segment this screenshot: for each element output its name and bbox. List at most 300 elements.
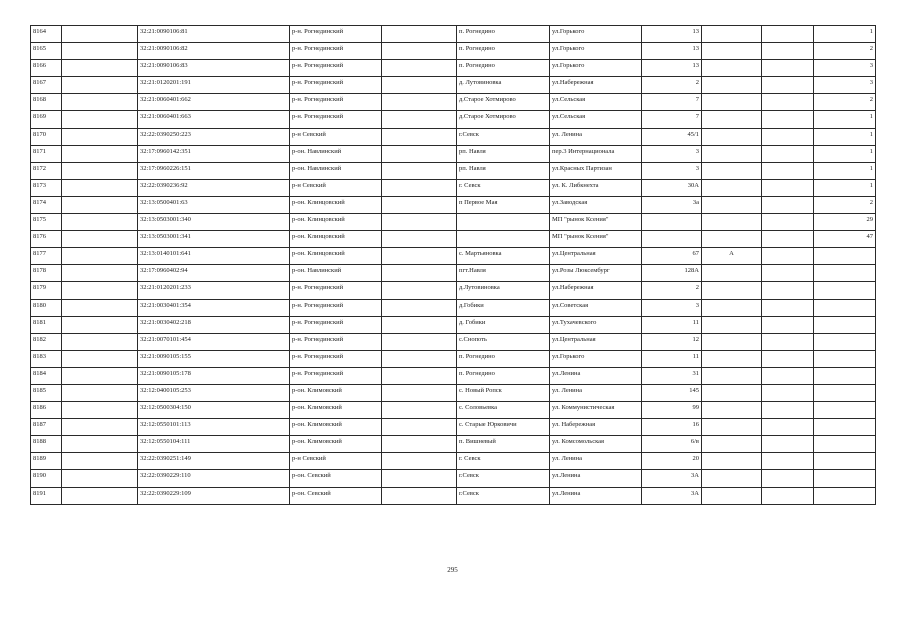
cadastral-number-cell: 32:17:0960226:151 xyxy=(138,162,290,179)
blank-cell-2 xyxy=(382,282,457,299)
street-cell: ул.Сельская xyxy=(550,94,642,111)
quantity-cell xyxy=(814,453,876,470)
district-cell: р-он. Клинцовский xyxy=(290,231,382,248)
quantity-cell: 1 xyxy=(814,111,876,128)
quantity-cell: 2 xyxy=(814,94,876,111)
letter-cell xyxy=(702,367,762,384)
row-number-cell: 8175 xyxy=(31,214,62,231)
table-row xyxy=(31,402,876,419)
house-number-cell: 13 xyxy=(642,43,702,60)
blank-cell-3 xyxy=(762,487,814,504)
row-number-cell: 8179 xyxy=(31,282,62,299)
quantity-cell xyxy=(814,299,876,316)
cadastral-number-cell: 32:17:0960402:94 xyxy=(138,265,290,282)
letter-cell xyxy=(702,350,762,367)
house-number-cell: 11 xyxy=(642,350,702,367)
blank-cell xyxy=(62,196,138,213)
blank-cell-3 xyxy=(762,470,814,487)
house-number-cell: 12 xyxy=(642,333,702,350)
blank-cell xyxy=(62,179,138,196)
letter-cell xyxy=(702,453,762,470)
letter-cell xyxy=(702,470,762,487)
street-cell: ул.Тухачевского xyxy=(550,316,642,333)
letter-cell xyxy=(702,384,762,401)
quantity-cell xyxy=(814,333,876,350)
table-row xyxy=(31,299,876,316)
settlement-cell: п. Рогнедино xyxy=(457,367,550,384)
table-row xyxy=(31,419,876,436)
cadastral-number-cell: 32:21:0120201:191 xyxy=(138,77,290,94)
street-cell: ул. К. Либкнехта xyxy=(550,179,642,196)
letter-cell xyxy=(702,77,762,94)
blank-cell xyxy=(62,111,138,128)
table-row xyxy=(31,453,876,470)
table-row xyxy=(31,77,876,94)
letter-cell: А xyxy=(702,248,762,265)
row-number-cell: 8165 xyxy=(31,43,62,60)
district-cell: р-он. Навлинский xyxy=(290,145,382,162)
settlement-cell: п. Рогнедино xyxy=(457,43,550,60)
row-number-cell: 8191 xyxy=(31,487,62,504)
blank-cell xyxy=(62,299,138,316)
settlement-cell: п. Вишневый xyxy=(457,436,550,453)
letter-cell xyxy=(702,231,762,248)
blank-cell-3 xyxy=(762,128,814,145)
street-cell: ул. Комсомольская xyxy=(550,436,642,453)
district-cell: р-он. Севский xyxy=(290,487,382,504)
table-row xyxy=(31,436,876,453)
cadastral-number-cell: 32:13:0503001:340 xyxy=(138,214,290,231)
quantity-cell xyxy=(814,282,876,299)
blank-cell-2 xyxy=(382,367,457,384)
table-row xyxy=(31,350,876,367)
table-row xyxy=(31,470,876,487)
blank-cell-3 xyxy=(762,26,814,43)
district-cell: р-н. Рогнединский xyxy=(290,77,382,94)
district-cell: р-н. Рогнединский xyxy=(290,350,382,367)
settlement-cell: с. Мартьяновка xyxy=(457,248,550,265)
house-number-cell: 30А xyxy=(642,179,702,196)
registry-table xyxy=(30,25,876,505)
district-cell: р-н. Рогнединский xyxy=(290,43,382,60)
letter-cell xyxy=(702,111,762,128)
district-cell: р-н. Рогнединский xyxy=(290,60,382,77)
blank-cell-2 xyxy=(382,487,457,504)
blank-cell-3 xyxy=(762,248,814,265)
registry-table-body xyxy=(31,26,876,505)
blank-cell-2 xyxy=(382,162,457,179)
row-number-cell: 8177 xyxy=(31,248,62,265)
blank-cell xyxy=(62,26,138,43)
house-number-cell: 128А xyxy=(642,265,702,282)
cadastral-number-cell: 32:21:0090106:83 xyxy=(138,60,290,77)
house-number-cell: 45/1 xyxy=(642,128,702,145)
street-cell: ул.Горького xyxy=(550,350,642,367)
house-number-cell: 7 xyxy=(642,94,702,111)
blank-cell xyxy=(62,384,138,401)
street-cell: МП "рынок Ксения" xyxy=(550,214,642,231)
house-number-cell: 3 xyxy=(642,162,702,179)
blank-cell xyxy=(62,367,138,384)
street-cell: ул.Набережная xyxy=(550,77,642,94)
settlement-cell: г.Севск xyxy=(457,487,550,504)
quantity-cell xyxy=(814,350,876,367)
letter-cell xyxy=(702,214,762,231)
street-cell: ул. Ленина xyxy=(550,453,642,470)
blank-cell xyxy=(62,487,138,504)
settlement-cell: п Первое Мая xyxy=(457,196,550,213)
street-cell: ул.Сельская xyxy=(550,111,642,128)
district-cell: р-он. Клинцовский xyxy=(290,214,382,231)
row-number-cell: 8166 xyxy=(31,60,62,77)
blank-cell-3 xyxy=(762,367,814,384)
street-cell: ул.Ленина xyxy=(550,487,642,504)
quantity-cell xyxy=(814,265,876,282)
street-cell: ул.Горького xyxy=(550,43,642,60)
table-row xyxy=(31,26,876,43)
quantity-cell xyxy=(814,384,876,401)
settlement-cell: г. Севск xyxy=(457,453,550,470)
cadastral-number-cell: 32:12:0400105:253 xyxy=(138,384,290,401)
blank-cell-3 xyxy=(762,77,814,94)
letter-cell xyxy=(702,316,762,333)
cadastral-number-cell: 32:21:0070101:454 xyxy=(138,333,290,350)
cadastral-number-cell: 32:22:0390250:223 xyxy=(138,128,290,145)
blank-cell-2 xyxy=(382,402,457,419)
row-number-cell: 8190 xyxy=(31,470,62,487)
row-number-cell: 8183 xyxy=(31,350,62,367)
row-number-cell: 8167 xyxy=(31,77,62,94)
letter-cell xyxy=(702,436,762,453)
settlement-cell: с. Соловьевка xyxy=(457,402,550,419)
letter-cell xyxy=(702,94,762,111)
blank-cell-3 xyxy=(762,282,814,299)
blank-cell-3 xyxy=(762,60,814,77)
street-cell: ул.Набережная xyxy=(550,282,642,299)
house-number-cell: 3А xyxy=(642,487,702,504)
blank-cell-3 xyxy=(762,145,814,162)
row-number-cell: 8180 xyxy=(31,299,62,316)
street-cell: ул.Ленина xyxy=(550,470,642,487)
blank-cell xyxy=(62,43,138,60)
quantity-cell xyxy=(814,248,876,265)
blank-cell-3 xyxy=(762,162,814,179)
table-row xyxy=(31,196,876,213)
settlement-cell: д.Гобики xyxy=(457,299,550,316)
settlement-cell: пгт.Навля xyxy=(457,265,550,282)
blank-cell xyxy=(62,402,138,419)
district-cell: р-он. Навлинский xyxy=(290,162,382,179)
cadastral-number-cell: 32:21:0090106:81 xyxy=(138,26,290,43)
quantity-cell: 1 xyxy=(814,128,876,145)
house-number-cell: 7 xyxy=(642,111,702,128)
house-number-cell: 13 xyxy=(642,60,702,77)
street-cell: ул.Горького xyxy=(550,26,642,43)
settlement-cell: д.Лутовиновка xyxy=(457,282,550,299)
blank-cell-3 xyxy=(762,179,814,196)
cadastral-number-cell: 32:22:0390229:109 xyxy=(138,487,290,504)
street-cell: ул. Ленина xyxy=(550,128,642,145)
settlement-cell xyxy=(457,214,550,231)
cadastral-number-cell: 32:13:0140101:641 xyxy=(138,248,290,265)
letter-cell xyxy=(702,487,762,504)
settlement-cell: г.Севск xyxy=(457,128,550,145)
house-number-cell: 3а xyxy=(642,196,702,213)
settlement-cell: п. Рогнедино xyxy=(457,350,550,367)
house-number-cell: 2 xyxy=(642,282,702,299)
quantity-cell: 47 xyxy=(814,231,876,248)
district-cell: р-он. Навлинский xyxy=(290,265,382,282)
house-number-cell: 3 xyxy=(642,299,702,316)
blank-cell-3 xyxy=(762,299,814,316)
blank-cell xyxy=(62,214,138,231)
house-number-cell: 67 xyxy=(642,248,702,265)
letter-cell xyxy=(702,333,762,350)
house-number-cell: 99 xyxy=(642,402,702,419)
house-number-cell: 145 xyxy=(642,384,702,401)
blank-cell-2 xyxy=(382,299,457,316)
blank-cell xyxy=(62,265,138,282)
cadastral-number-cell: 32:21:0030401:354 xyxy=(138,299,290,316)
district-cell: р-н Севский xyxy=(290,453,382,470)
settlement-cell: д. Лутовиновка xyxy=(457,77,550,94)
street-cell: ул. Коммунистическая xyxy=(550,402,642,419)
blank-cell-3 xyxy=(762,94,814,111)
table-row xyxy=(31,487,876,504)
blank-cell-2 xyxy=(382,111,457,128)
blank-cell xyxy=(62,282,138,299)
street-cell: ул.Розы Люксембург xyxy=(550,265,642,282)
quantity-cell: 3 xyxy=(814,77,876,94)
street-cell: ул.Красных Партизан xyxy=(550,162,642,179)
row-number-cell: 8188 xyxy=(31,436,62,453)
settlement-cell: рп. Навля xyxy=(457,162,550,179)
blank-cell-2 xyxy=(382,419,457,436)
letter-cell xyxy=(702,402,762,419)
blank-cell-3 xyxy=(762,214,814,231)
blank-cell-2 xyxy=(382,231,457,248)
letter-cell xyxy=(702,419,762,436)
street-cell: МП "рынок Ксения" xyxy=(550,231,642,248)
quantity-cell: 1 xyxy=(814,179,876,196)
letter-cell xyxy=(702,162,762,179)
district-cell: р-он. Климовский xyxy=(290,436,382,453)
table-row xyxy=(31,111,876,128)
letter-cell xyxy=(702,179,762,196)
street-cell: ул. Набережная xyxy=(550,419,642,436)
table-row xyxy=(31,282,876,299)
row-number-cell: 8186 xyxy=(31,402,62,419)
table-row xyxy=(31,145,876,162)
settlement-cell xyxy=(457,231,550,248)
letter-cell xyxy=(702,128,762,145)
blank-cell xyxy=(62,316,138,333)
blank-cell xyxy=(62,436,138,453)
table-row xyxy=(31,265,876,282)
settlement-cell: п. Рогнедино xyxy=(457,60,550,77)
table-row xyxy=(31,179,876,196)
district-cell: р-он. Клинцовский xyxy=(290,196,382,213)
house-number-cell: 6/в xyxy=(642,436,702,453)
house-number-cell: 11 xyxy=(642,316,702,333)
street-cell: ул.Заводская xyxy=(550,196,642,213)
street-cell: ул.Центральная xyxy=(550,248,642,265)
blank-cell-2 xyxy=(382,384,457,401)
blank-cell-2 xyxy=(382,26,457,43)
row-number-cell: 8173 xyxy=(31,179,62,196)
quantity-cell xyxy=(814,402,876,419)
row-number-cell: 8170 xyxy=(31,128,62,145)
blank-cell-2 xyxy=(382,248,457,265)
blank-cell-3 xyxy=(762,453,814,470)
street-cell: пер.3 Интернационала xyxy=(550,145,642,162)
district-cell: р-он. Клинцовский xyxy=(290,248,382,265)
cadastral-number-cell: 32:21:0060401:663 xyxy=(138,111,290,128)
blank-cell-3 xyxy=(762,350,814,367)
table-row xyxy=(31,316,876,333)
settlement-cell: д. Гобики xyxy=(457,316,550,333)
quantity-cell: 2 xyxy=(814,196,876,213)
district-cell: р-н. Рогнединский xyxy=(290,367,382,384)
table-row xyxy=(31,94,876,111)
row-number-cell: 8184 xyxy=(31,367,62,384)
row-number-cell: 8185 xyxy=(31,384,62,401)
letter-cell xyxy=(702,60,762,77)
house-number-cell xyxy=(642,214,702,231)
page-number: 295 xyxy=(447,566,458,574)
blank-cell-3 xyxy=(762,196,814,213)
row-number-cell: 8182 xyxy=(31,333,62,350)
quantity-cell xyxy=(814,367,876,384)
blank-cell xyxy=(62,470,138,487)
blank-cell-3 xyxy=(762,419,814,436)
row-number-cell: 8187 xyxy=(31,419,62,436)
house-number-cell: 20 xyxy=(642,453,702,470)
cadastral-number-cell: 32:12:0500304:150 xyxy=(138,402,290,419)
quantity-cell xyxy=(814,487,876,504)
cadastral-number-cell: 32:21:0030402:218 xyxy=(138,316,290,333)
row-number-cell: 8174 xyxy=(31,196,62,213)
quantity-cell xyxy=(814,470,876,487)
blank-cell xyxy=(62,77,138,94)
table-row xyxy=(31,367,876,384)
table-row xyxy=(31,128,876,145)
blank-cell-3 xyxy=(762,402,814,419)
house-number-cell: 16 xyxy=(642,419,702,436)
district-cell: р-он. Климовский xyxy=(290,419,382,436)
letter-cell xyxy=(702,43,762,60)
district-cell: р-он. Севский xyxy=(290,470,382,487)
house-number-cell: 13 xyxy=(642,26,702,43)
row-number-cell: 8176 xyxy=(31,231,62,248)
row-number-cell: 8181 xyxy=(31,316,62,333)
blank-cell-2 xyxy=(382,350,457,367)
cadastral-number-cell: 32:13:0503001:341 xyxy=(138,231,290,248)
blank-cell-3 xyxy=(762,265,814,282)
cadastral-number-cell: 32:21:0090105:178 xyxy=(138,367,290,384)
cadastral-number-cell: 32:13:0500401:63 xyxy=(138,196,290,213)
settlement-cell: с. Старые Юрковичи xyxy=(457,419,550,436)
blank-cell-2 xyxy=(382,316,457,333)
cadastral-number-cell: 32:12:0550104:111 xyxy=(138,436,290,453)
cadastral-number-cell: 32:22:0390229:110 xyxy=(138,470,290,487)
settlement-cell: г. Севск xyxy=(457,179,550,196)
blank-cell-3 xyxy=(762,231,814,248)
row-number-cell: 8168 xyxy=(31,94,62,111)
blank-cell-3 xyxy=(762,111,814,128)
district-cell: р-н. Рогнединский xyxy=(290,316,382,333)
letter-cell xyxy=(702,26,762,43)
house-number-cell: 31 xyxy=(642,367,702,384)
cadastral-number-cell: 32:21:0090106:82 xyxy=(138,43,290,60)
blank-cell-3 xyxy=(762,384,814,401)
blank-cell xyxy=(62,145,138,162)
street-cell: ул.Советская xyxy=(550,299,642,316)
blank-cell-2 xyxy=(382,265,457,282)
quantity-cell: 2 xyxy=(814,43,876,60)
cadastral-number-cell: 32:21:0090105:155 xyxy=(138,350,290,367)
district-cell: р-н Севский xyxy=(290,128,382,145)
district-cell: р-н. Рогнединский xyxy=(290,111,382,128)
district-cell: р-н. Рогнединский xyxy=(290,26,382,43)
settlement-cell: д.Старое Хотмирово xyxy=(457,94,550,111)
house-number-cell: 3А xyxy=(642,470,702,487)
table-row xyxy=(31,384,876,401)
blank-cell xyxy=(62,231,138,248)
table-row xyxy=(31,231,876,248)
table-row xyxy=(31,60,876,77)
blank-cell-3 xyxy=(762,436,814,453)
settlement-cell: д.Старое Хотмирово xyxy=(457,111,550,128)
table-row xyxy=(31,214,876,231)
street-cell: ул.Ленина xyxy=(550,367,642,384)
street-cell: ул. Ленина xyxy=(550,384,642,401)
settlement-cell: с.Снопоть xyxy=(457,333,550,350)
settlement-cell: рп. Навля xyxy=(457,145,550,162)
house-number-cell xyxy=(642,231,702,248)
blank-cell xyxy=(62,60,138,77)
quantity-cell: 3 xyxy=(814,60,876,77)
blank-cell-2 xyxy=(382,43,457,60)
blank-cell-2 xyxy=(382,196,457,213)
blank-cell xyxy=(62,419,138,436)
blank-cell-3 xyxy=(762,316,814,333)
row-number-cell: 8172 xyxy=(31,162,62,179)
quantity-cell xyxy=(814,316,876,333)
table-row xyxy=(31,333,876,350)
blank-cell-2 xyxy=(382,179,457,196)
blank-cell-2 xyxy=(382,333,457,350)
cadastral-number-cell: 32:21:0060401:662 xyxy=(138,94,290,111)
house-number-cell: 3 xyxy=(642,145,702,162)
settlement-cell: с. Новый Ропск xyxy=(457,384,550,401)
blank-cell-2 xyxy=(382,60,457,77)
district-cell: р-н. Рогнединский xyxy=(290,299,382,316)
quantity-cell xyxy=(814,436,876,453)
row-number-cell: 8171 xyxy=(31,145,62,162)
blank-cell-3 xyxy=(762,43,814,60)
district-cell: р-н. Рогнединский xyxy=(290,94,382,111)
blank-cell xyxy=(62,350,138,367)
district-cell: р-н Севский xyxy=(290,179,382,196)
letter-cell xyxy=(702,145,762,162)
quantity-cell: 1 xyxy=(814,162,876,179)
district-cell: р-н. Рогнединский xyxy=(290,333,382,350)
street-cell: ул.Центральная xyxy=(550,333,642,350)
blank-cell-2 xyxy=(382,94,457,111)
blank-cell-2 xyxy=(382,128,457,145)
district-cell: р-он. Климовский xyxy=(290,402,382,419)
